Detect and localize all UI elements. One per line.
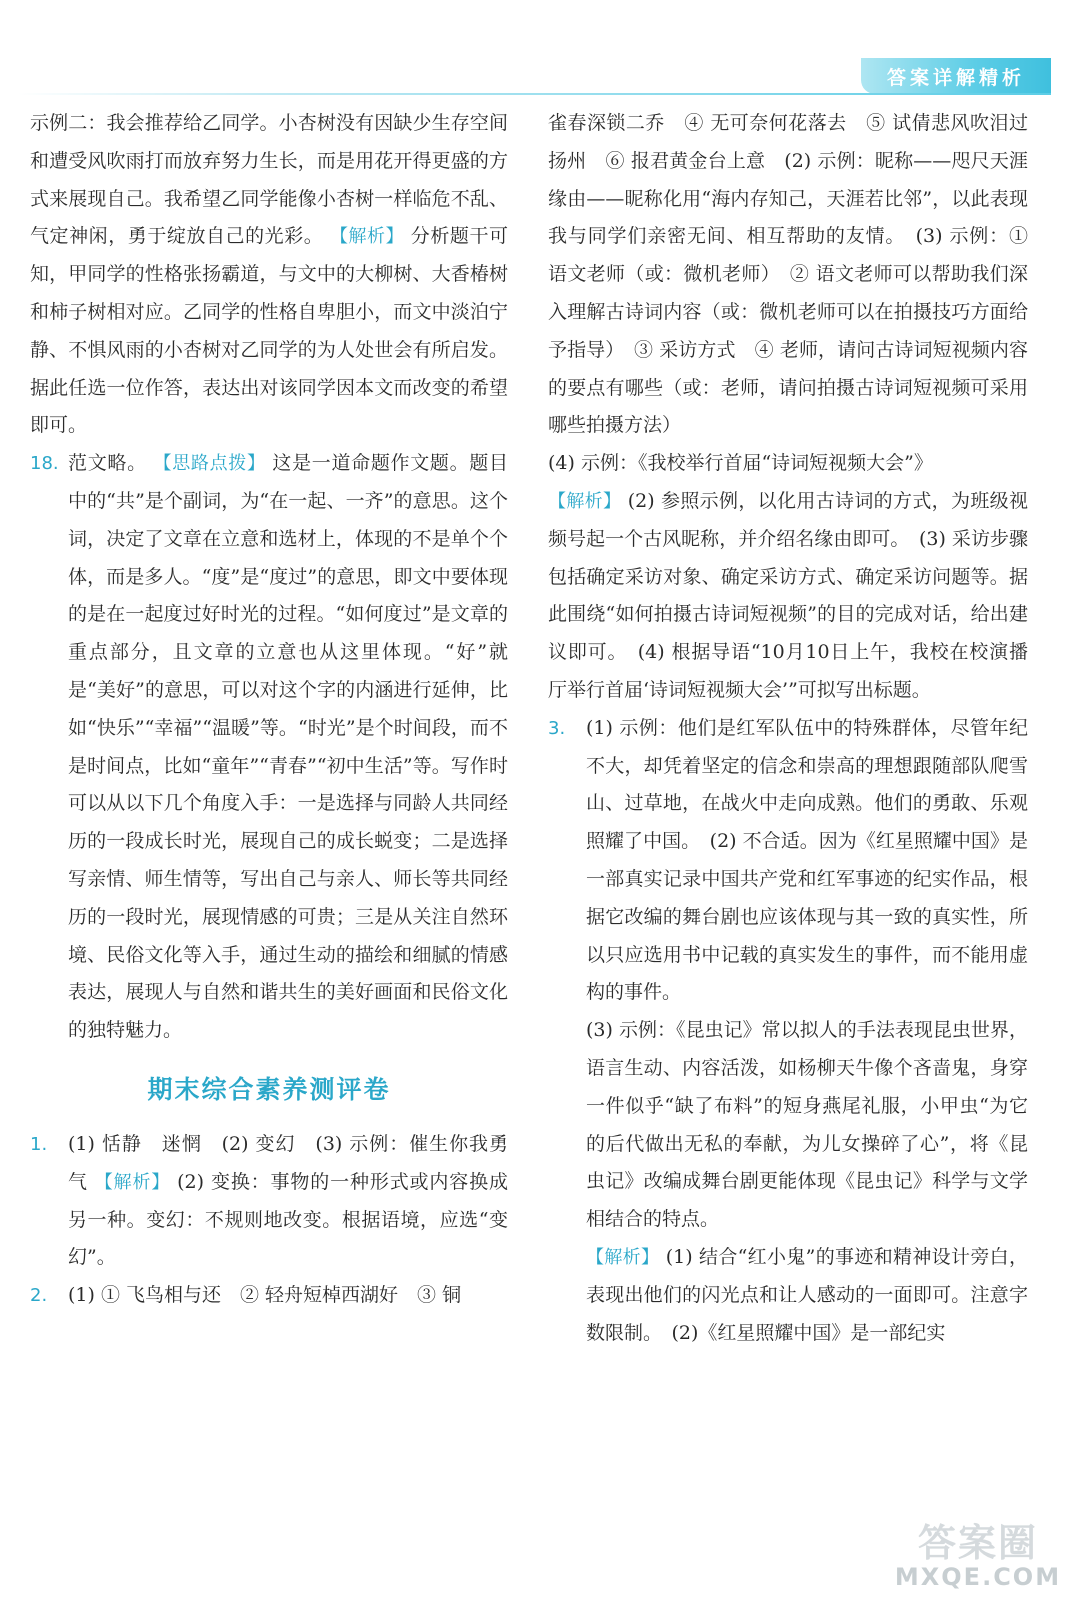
analysis-text: (1) 结合“红小鬼”的事迹和精神设计旁白，表现出他们的闪光点和让人感动的一面即可。注意字数限制。 (2)《红星照耀中国》是一部纪实 [586, 1245, 1029, 1344]
analysis-text: (2) 变换：事物的一种形式或内容换成另一种。变幻：不规则地改变。根据语境，应选“变幻”。 [68, 1170, 508, 1269]
answer-text: (1) 恬静 迷惘 (2) 变幻 (3) 示例：催生你我勇气 [68, 1132, 508, 1193]
analysis-text: 这是一道命题作文题。题目中的“共”是个副词，为“在一起、一齐”的意思。这个词，决定了文章在立意和选材上，体现的不是单个个体，而是多人。“度”是“度过”的意思，即文中要体现的是在一起度过好时光的过程。“如何度过”是文章的重点部分，且文章的立意也从这里体现。“好”就是“美好”的意思，可以对这个字的内涵进行延伸，比如“快乐”“幸福”“温暖”等。“时光”是个时间段，而不是时间点，比如“童年”“青春”“初中生活”等。写作时可以从以下几个角度入手：一是选择与同龄人共同经历的一段成长时光，展现自己的成长蜕变；二是选择写亲情、师生情等，写出自己与亲人、师长等共同经历的一段时光，展现情感的可贵；三是从关注自然环境、民俗文化等入手，通过生动的描绘和细腻的情感表达，展现人与自然和谐共生的美好画面和民俗文化的独特魅力。 [68, 452, 508, 1042]
question-number: 2. [30, 1285, 48, 1307]
analysis-tag: 【解析】 [329, 226, 405, 248]
question-number: 3. [548, 717, 566, 739]
question-1 [30, 1126, 508, 1277]
answer-text: (1) ① 飞鸟相与还 ② 轻舟短棹西湖好 ③ 铜 [68, 1284, 462, 1307]
section-title: 期末综合素养测评卷 [147, 1074, 391, 1104]
right-column [548, 105, 1048, 1352]
left-column [30, 105, 508, 1315]
analysis-text: 分析题干可知，甲同学的性格张扬霸道，与文中的大柳树、大香椿树和柿子树相对应。乙同学的性格自卑胆小，而文中淡泊宁静、不惧风雨的小杏树对乙同学的为人处世会有所启发。据此任选一位作答，表达出对该同学因本文而改变的希望即可。 [30, 225, 509, 437]
answer-text: (1) 示例：他们是红军队伍中的特殊群体，尽管年纪不大，却凭着坚定的信念和崇高的理想跟随部队爬雪山、过草地，在战火中走向成熟。他们的勇敢、乐观照耀了中国。 (2) 不合适。因为《红星照耀中国》是一部真实记录中国共产党和红军事迹的纪实作品，根据它改编的舞台剧也应该体现与其一致的真实性，所以只应选用书中记载的真实发生的事件，而不能用虚构的事件。 [586, 716, 1028, 1004]
question-2 [30, 1277, 508, 1315]
analysis-text: (2) 参照示例，以化用古诗词的方式，为班级视频号起一个古风昵称，并介绍名缘由即可。 (3) 采访步骤包括确定采访对象、确定采访方式、确定采访问题等。据此围绕“如何拍摄古诗词短视频”的目的完成对话，给出建议即可。 (4) 根据导语“10月10日上午，我校在校演播厅举行首届‘诗词短视频大会’”可拟写出标题。 [548, 489, 1028, 701]
answer-text: 范文略。 [68, 452, 147, 475]
answer-paragraph: (3) 示例：《昆虫记》常以拟人的手法表现昆虫世界，语言生动、内容活泼，如杨柳天牛像个吝啬鬼，身穿一件似乎“缺了布料”的短身燕尾礼服，小甲虫“为它的后代做出无私的奉献，为儿女操碎了心”，将《昆虫记》改编成舞台剧更能体现《昆虫记》科学与文学相结合的特点。 [586, 1019, 1028, 1231]
answer-paragraph: 雀春深锁二乔 ④ 无可奈何花落去 ⑤ 试倩悲风吹泪过扬州 ⑥ 报君黄金台上意 (2) 示例：昵称——咫尺天涯 缘由——昵称化用“海内存知己，天涯若比邻”，以此表现我与同学们亲密无间、相互帮助的友情。 (3) 示例：① 语文老师（或：微机老师） ② 语文老师可以帮助我们深入理解古诗词内容（或：微机老师可以在拍摄技巧方面给予指导） ③ 采访方式 ④ 老师，请问古诗词短视频内容的要点有哪些（或：老师，请问拍摄古诗词短视频可采用哪些拍摄方法） [548, 112, 1048, 437]
header-rule [18, 93, 1051, 95]
watermark [893, 1522, 1063, 1592]
analysis-paragraph [548, 483, 1028, 710]
question-number: 18. [30, 453, 59, 475]
analysis-paragraph [548, 1239, 1028, 1352]
question-18 [30, 445, 508, 1050]
answer-text: 示例二：我会推荐给乙同学。小杏树没有因缺少生存空间和遭受风吹雨打而放弃努力生长，而是用花开得更盛的方式来展现自己。我希望乙同学能像小杏树一样临危不乱、气定神闲，勇于绽放自己的光彩。 [30, 112, 508, 248]
answer-paragraph [30, 105, 508, 445]
header-tab-label: 答案详解精析 [886, 66, 1025, 89]
watermark-logo: 答案圈 [917, 1521, 1038, 1565]
answer-paragraph: (4) 示例：《我校举行首届“诗词短视频大会”》 [548, 452, 933, 475]
analysis-tag: 【解析】 [586, 1246, 660, 1268]
watermark-text: MXQE.COM [894, 1563, 1062, 1591]
hint-tag: 【思路点拨】 [153, 453, 266, 475]
header-tab [861, 58, 1051, 94]
analysis-tag: 【解析】 [548, 490, 622, 512]
question-number: 1. [30, 1133, 48, 1155]
analysis-tag: 【解析】 [94, 1171, 171, 1193]
question-3 [548, 710, 1028, 1012]
